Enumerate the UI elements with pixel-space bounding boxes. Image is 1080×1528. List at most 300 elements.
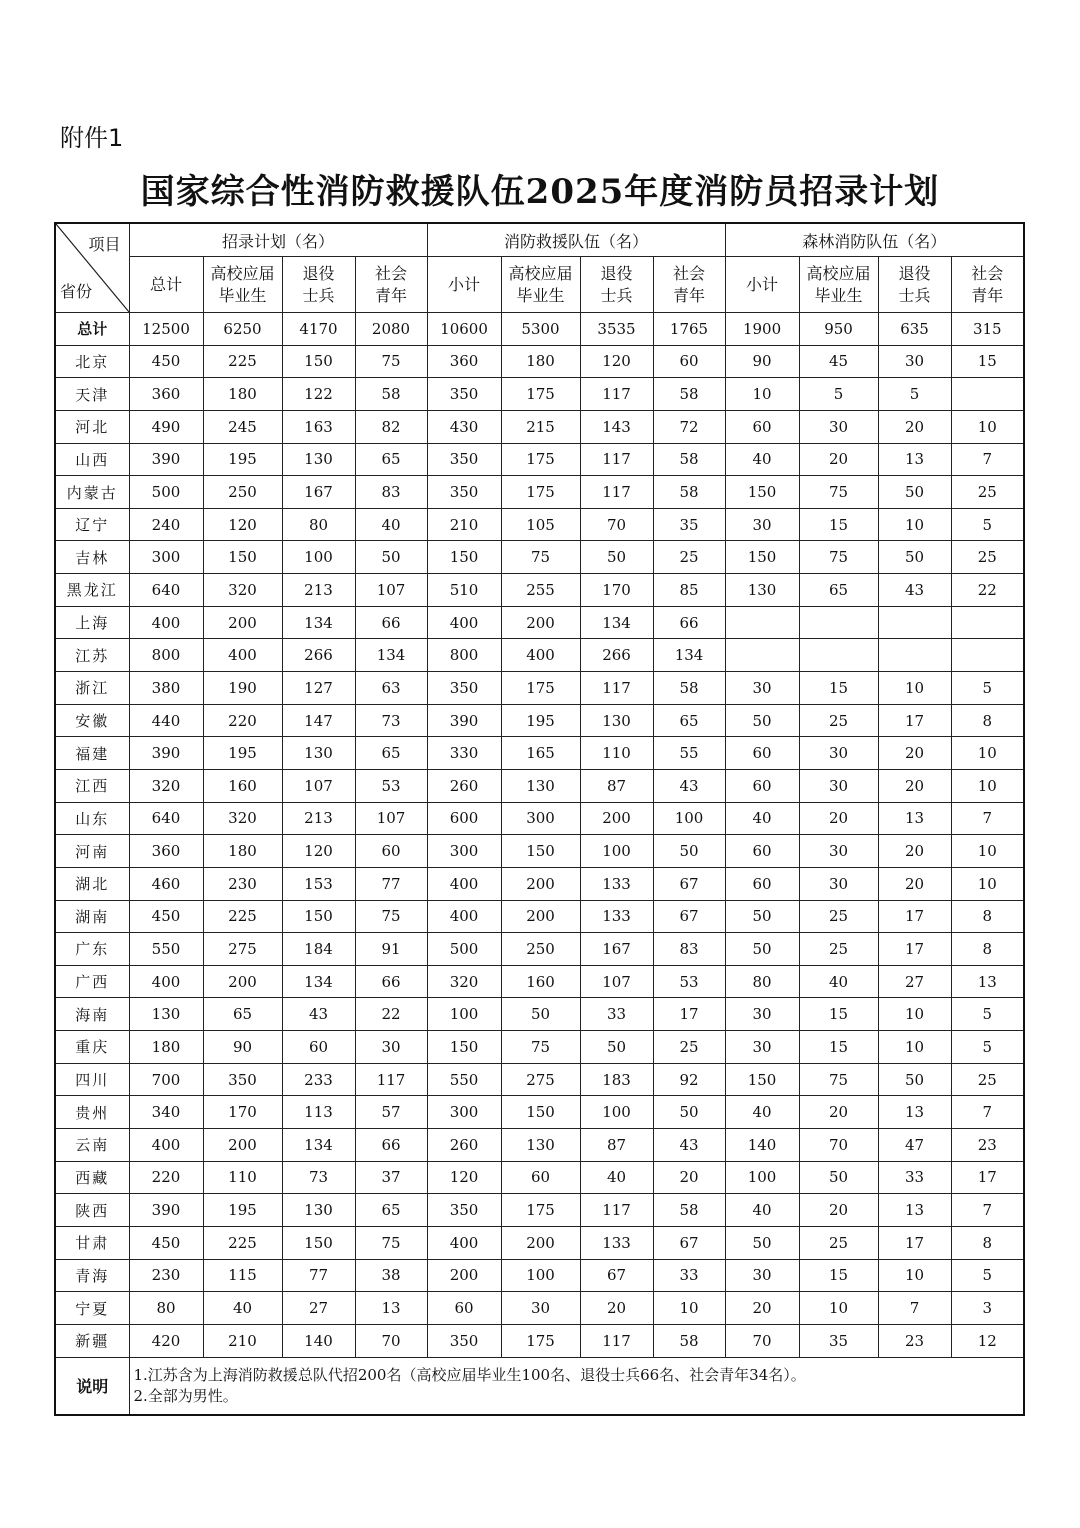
- value-cell: 38: [355, 1259, 427, 1292]
- value-cell: 390: [129, 1194, 203, 1227]
- value-cell: 400: [129, 606, 203, 639]
- subcolumn-header-line1: 退役: [898, 263, 931, 283]
- value-cell: 50: [501, 998, 580, 1031]
- value-cell: 40: [725, 443, 799, 476]
- value-cell: 350: [427, 1324, 501, 1357]
- value-cell: 134: [282, 606, 355, 639]
- value-cell: 184: [282, 933, 355, 966]
- value-cell: 87: [580, 769, 653, 802]
- value-cell: 250: [203, 476, 282, 509]
- table-row: [55, 410, 1024, 443]
- value-cell: 130: [282, 1194, 355, 1227]
- value-cell: 75: [355, 1226, 427, 1259]
- value-cell: 550: [129, 933, 203, 966]
- value-cell: 65: [799, 574, 878, 607]
- value-cell: 77: [282, 1259, 355, 1292]
- subcolumn-header: [951, 257, 1024, 313]
- value-cell: 7: [951, 1096, 1024, 1129]
- value-cell: 50: [878, 476, 951, 509]
- group-header-fire-rescue: 消防救援队伍（名）: [427, 223, 725, 257]
- value-cell: 10600: [427, 313, 501, 346]
- table-row: [55, 1063, 1024, 1096]
- value-cell: 200: [580, 802, 653, 835]
- table-row: [55, 378, 1024, 411]
- value-cell: 7: [878, 1292, 951, 1325]
- value-cell: 360: [129, 378, 203, 411]
- value-cell: 360: [427, 345, 501, 378]
- value-cell: 134: [282, 1129, 355, 1162]
- value-cell: [951, 639, 1024, 672]
- value-cell: 17: [878, 900, 951, 933]
- value-cell: 60: [501, 1161, 580, 1194]
- value-cell: 15: [799, 1259, 878, 1292]
- value-cell: 100: [282, 541, 355, 574]
- table-row: [55, 704, 1024, 737]
- value-cell: 260: [427, 769, 501, 802]
- value-cell: 100: [427, 998, 501, 1031]
- province-name: 山西: [55, 443, 129, 476]
- value-cell: 640: [129, 574, 203, 607]
- value-cell: 55: [653, 737, 725, 770]
- subcolumn-header-line1: 退役: [600, 263, 633, 283]
- value-cell: 75: [799, 476, 878, 509]
- value-cell: 33: [653, 1259, 725, 1292]
- value-cell: 20: [878, 867, 951, 900]
- subcolumn-header-line1: 小计: [746, 274, 779, 294]
- value-cell: 75: [501, 541, 580, 574]
- value-cell: 65: [355, 1194, 427, 1227]
- subcolumn-header-line2: 士兵: [302, 285, 335, 305]
- value-cell: 170: [203, 1096, 282, 1129]
- value-cell: 167: [282, 476, 355, 509]
- value-cell: 350: [427, 672, 501, 705]
- value-cell: 640: [129, 802, 203, 835]
- value-cell: 225: [203, 345, 282, 378]
- value-cell: 320: [203, 574, 282, 607]
- value-cell: 380: [129, 672, 203, 705]
- value-cell: 65: [653, 704, 725, 737]
- value-cell: 70: [799, 1129, 878, 1162]
- province-name: 广东: [55, 933, 129, 966]
- value-cell: 66: [355, 965, 427, 998]
- value-cell: 150: [427, 1031, 501, 1064]
- value-cell: 67: [653, 867, 725, 900]
- value-cell: 180: [129, 1031, 203, 1064]
- header-row-subcolumns: [55, 257, 1024, 313]
- value-cell: 134: [580, 606, 653, 639]
- value-cell: 13: [355, 1292, 427, 1325]
- value-cell: 25: [799, 933, 878, 966]
- notes-text: [129, 1357, 1024, 1415]
- value-cell: 60: [725, 410, 799, 443]
- value-cell: 60: [355, 835, 427, 868]
- value-cell: 58: [653, 1194, 725, 1227]
- value-cell: 175: [501, 1324, 580, 1357]
- value-cell: 5300: [501, 313, 580, 346]
- value-cell: 240: [129, 508, 203, 541]
- value-cell: 120: [427, 1161, 501, 1194]
- value-cell: 30: [799, 410, 878, 443]
- value-cell: 77: [355, 867, 427, 900]
- value-cell: 23: [878, 1324, 951, 1357]
- value-cell: 83: [355, 476, 427, 509]
- value-cell: [725, 606, 799, 639]
- value-cell: 13: [878, 443, 951, 476]
- value-cell: 300: [427, 1096, 501, 1129]
- value-cell: [878, 639, 951, 672]
- table-row: [55, 672, 1024, 705]
- province-name: 天津: [55, 378, 129, 411]
- table-row: [55, 1292, 1024, 1325]
- value-cell: 130: [282, 443, 355, 476]
- value-cell: 33: [580, 998, 653, 1031]
- value-cell: 13: [951, 965, 1024, 998]
- value-cell: 50: [653, 1096, 725, 1129]
- subcolumn-header-line2: 士兵: [898, 285, 931, 305]
- value-cell: 45: [799, 345, 878, 378]
- value-cell: 100: [725, 1161, 799, 1194]
- value-cell: 43: [653, 1129, 725, 1162]
- value-cell: 15: [799, 998, 878, 1031]
- subcolumn-header: [203, 257, 282, 313]
- value-cell: 58: [653, 443, 725, 476]
- value-cell: 275: [501, 1063, 580, 1096]
- value-cell: 200: [427, 1259, 501, 1292]
- value-cell: 510: [427, 574, 501, 607]
- value-cell: 20: [878, 737, 951, 770]
- value-cell: 22: [951, 574, 1024, 607]
- recruitment-plan-table: [54, 222, 1025, 1416]
- value-cell: [799, 606, 878, 639]
- value-cell: 350: [427, 476, 501, 509]
- table-row: [55, 867, 1024, 900]
- value-cell: 460: [129, 867, 203, 900]
- value-cell: 200: [203, 965, 282, 998]
- value-cell: 175: [501, 1194, 580, 1227]
- subcolumn-header: [129, 257, 203, 313]
- value-cell: 87: [580, 1129, 653, 1162]
- value-cell: 20: [878, 410, 951, 443]
- subcolumn-header: [427, 257, 501, 313]
- value-cell: 550: [427, 1063, 501, 1096]
- value-cell: 43: [878, 574, 951, 607]
- value-cell: 50: [580, 541, 653, 574]
- value-cell: 400: [129, 965, 203, 998]
- value-cell: 90: [203, 1031, 282, 1064]
- value-cell: 134: [653, 639, 725, 672]
- province-name: 浙江: [55, 672, 129, 705]
- value-cell: 107: [355, 574, 427, 607]
- value-cell: 950: [799, 313, 878, 346]
- value-cell: 73: [355, 704, 427, 737]
- value-cell: 66: [653, 606, 725, 639]
- value-cell: 30: [501, 1292, 580, 1325]
- value-cell: 35: [653, 508, 725, 541]
- value-cell: 17: [653, 998, 725, 1031]
- value-cell: 8: [951, 1226, 1024, 1259]
- value-cell: 100: [580, 835, 653, 868]
- table-row: [55, 965, 1024, 998]
- value-cell: 83: [653, 933, 725, 966]
- value-cell: 180: [203, 378, 282, 411]
- value-cell: 73: [282, 1161, 355, 1194]
- value-cell: [725, 639, 799, 672]
- value-cell: 20: [878, 769, 951, 802]
- value-cell: 330: [427, 737, 501, 770]
- value-cell: 7: [951, 443, 1024, 476]
- value-cell: 20: [725, 1292, 799, 1325]
- subcolumn-header: [878, 257, 951, 313]
- value-cell: 320: [203, 802, 282, 835]
- value-cell: 58: [653, 1324, 725, 1357]
- subcolumn-header-line1: 高校应届: [210, 263, 275, 283]
- value-cell: 175: [501, 476, 580, 509]
- province-name: 新疆: [55, 1324, 129, 1357]
- table-row: [55, 1194, 1024, 1227]
- value-cell: 13: [878, 1194, 951, 1227]
- value-cell: 30: [725, 672, 799, 705]
- table-row: [55, 769, 1024, 802]
- value-cell: 85: [653, 574, 725, 607]
- value-cell: 30: [799, 835, 878, 868]
- value-cell: 400: [427, 867, 501, 900]
- value-cell: 340: [129, 1096, 203, 1129]
- value-cell: 30: [725, 998, 799, 1031]
- value-cell: 390: [427, 704, 501, 737]
- value-cell: 10: [878, 508, 951, 541]
- province-name: 重庆: [55, 1031, 129, 1064]
- value-cell: 175: [501, 672, 580, 705]
- value-cell: 12500: [129, 313, 203, 346]
- value-cell: 3535: [580, 313, 653, 346]
- value-cell: 10: [878, 672, 951, 705]
- province-name: 西藏: [55, 1161, 129, 1194]
- value-cell: 117: [580, 443, 653, 476]
- province-name: 四川: [55, 1063, 129, 1096]
- province-name: 总计: [55, 313, 129, 346]
- value-cell: 50: [725, 900, 799, 933]
- value-cell: 75: [355, 345, 427, 378]
- value-cell: 30: [799, 867, 878, 900]
- value-cell: 143: [580, 410, 653, 443]
- value-cell: 400: [427, 900, 501, 933]
- table-row: [55, 998, 1024, 1031]
- province-name: 广西: [55, 965, 129, 998]
- table-row: [55, 1161, 1024, 1194]
- value-cell: 25: [951, 541, 1024, 574]
- value-cell: 17: [878, 704, 951, 737]
- value-cell: 20: [799, 443, 878, 476]
- value-cell: 5: [951, 508, 1024, 541]
- subcolumn-header-line1: 社会: [673, 263, 706, 283]
- value-cell: [799, 639, 878, 672]
- value-cell: 5: [878, 378, 951, 411]
- value-cell: 80: [725, 965, 799, 998]
- value-cell: 266: [282, 639, 355, 672]
- value-cell: 134: [282, 965, 355, 998]
- value-cell: 117: [580, 672, 653, 705]
- value-cell: 30: [878, 345, 951, 378]
- note-line: 1.江苏含为上海消防救援总队代招200名（高校应届毕业生100名、退役士兵66名、社会青年34名）。: [133, 1365, 806, 1384]
- value-cell: 50: [725, 933, 799, 966]
- value-cell: 50: [799, 1161, 878, 1194]
- value-cell: 10: [951, 769, 1024, 802]
- value-cell: 10: [951, 410, 1024, 443]
- value-cell: 175: [501, 443, 580, 476]
- value-cell: 225: [203, 900, 282, 933]
- province-name: 陕西: [55, 1194, 129, 1227]
- value-cell: 30: [799, 737, 878, 770]
- value-cell: 25: [653, 541, 725, 574]
- value-cell: 110: [203, 1161, 282, 1194]
- value-cell: 500: [427, 933, 501, 966]
- table-row: [55, 345, 1024, 378]
- value-cell: 220: [129, 1161, 203, 1194]
- province-name: 云南: [55, 1129, 129, 1162]
- value-cell: 300: [501, 802, 580, 835]
- value-cell: 200: [203, 606, 282, 639]
- table-row: [55, 1129, 1024, 1162]
- value-cell: 60: [725, 737, 799, 770]
- value-cell: 70: [725, 1324, 799, 1357]
- attachment-label: 附件1: [60, 124, 124, 152]
- value-cell: 80: [282, 508, 355, 541]
- subcolumn-header-line2: 青年: [375, 285, 408, 305]
- value-cell: 50: [725, 1226, 799, 1259]
- value-cell: 50: [355, 541, 427, 574]
- value-cell: 210: [427, 508, 501, 541]
- value-cell: 13: [878, 802, 951, 835]
- subcolumn-header: [653, 257, 725, 313]
- value-cell: 50: [580, 1031, 653, 1064]
- value-cell: 8: [951, 933, 1024, 966]
- value-cell: 5: [951, 1259, 1024, 1292]
- province-name: 吉林: [55, 541, 129, 574]
- value-cell: 10: [878, 1031, 951, 1064]
- province-name: 江苏: [55, 639, 129, 672]
- value-cell: 25: [653, 1031, 725, 1064]
- value-cell: 50: [878, 1063, 951, 1096]
- document-title: 国家综合性消防救援队伍2025年度消防员招录计划: [140, 172, 940, 212]
- table-row: [55, 1259, 1024, 1292]
- value-cell: 20: [799, 1096, 878, 1129]
- province-name: 江西: [55, 769, 129, 802]
- value-cell: [878, 606, 951, 639]
- subcolumn-header-line1: 退役: [302, 263, 335, 283]
- value-cell: 27: [878, 965, 951, 998]
- value-cell: 117: [355, 1063, 427, 1096]
- value-cell: 120: [580, 345, 653, 378]
- subcolumn-header-line1: 社会: [375, 263, 408, 283]
- value-cell: 450: [129, 345, 203, 378]
- value-cell: 105: [501, 508, 580, 541]
- value-cell: 255: [501, 574, 580, 607]
- value-cell: 160: [203, 769, 282, 802]
- value-cell: 65: [355, 443, 427, 476]
- value-cell: 120: [203, 508, 282, 541]
- value-cell: 140: [725, 1129, 799, 1162]
- value-cell: 133: [580, 867, 653, 900]
- table-row: [55, 737, 1024, 770]
- value-cell: 25: [799, 1226, 878, 1259]
- value-cell: 67: [653, 1226, 725, 1259]
- value-cell: 213: [282, 802, 355, 835]
- value-cell: 117: [580, 1194, 653, 1227]
- table-row: [55, 802, 1024, 835]
- province-name: 安徽: [55, 704, 129, 737]
- value-cell: 60: [725, 835, 799, 868]
- value-cell: 100: [501, 1259, 580, 1292]
- value-cell: 30: [799, 769, 878, 802]
- subcolumn-header-line2: 毕业生: [814, 285, 863, 305]
- province-name: 北京: [55, 345, 129, 378]
- value-cell: 5: [799, 378, 878, 411]
- value-cell: 50: [725, 704, 799, 737]
- value-cell: 150: [282, 345, 355, 378]
- value-cell: 300: [427, 835, 501, 868]
- value-cell: 195: [501, 704, 580, 737]
- value-cell: 190: [203, 672, 282, 705]
- value-cell: 127: [282, 672, 355, 705]
- value-cell: 440: [129, 704, 203, 737]
- value-cell: 20: [878, 835, 951, 868]
- value-cell: 60: [725, 769, 799, 802]
- value-cell: 133: [580, 900, 653, 933]
- value-cell: 450: [129, 1226, 203, 1259]
- value-cell: 30: [725, 1031, 799, 1064]
- value-cell: 75: [501, 1031, 580, 1064]
- value-cell: 10: [725, 378, 799, 411]
- value-cell: 72: [653, 410, 725, 443]
- value-cell: 400: [129, 1129, 203, 1162]
- value-cell: 7: [951, 1194, 1024, 1227]
- value-cell: 500: [129, 476, 203, 509]
- value-cell: 360: [129, 835, 203, 868]
- value-cell: 60: [427, 1292, 501, 1325]
- value-cell: 115: [203, 1259, 282, 1292]
- value-cell: 5: [951, 672, 1024, 705]
- subcolumn-header-line1: 小计: [448, 274, 481, 294]
- value-cell: 150: [501, 835, 580, 868]
- value-cell: 150: [282, 1226, 355, 1259]
- value-cell: 195: [203, 443, 282, 476]
- value-cell: 15: [799, 672, 878, 705]
- value-cell: 163: [282, 410, 355, 443]
- province-name: 贵州: [55, 1096, 129, 1129]
- value-cell: 130: [501, 769, 580, 802]
- value-cell: 75: [355, 900, 427, 933]
- value-cell: 58: [653, 476, 725, 509]
- value-cell: 170: [580, 574, 653, 607]
- value-cell: 40: [725, 1194, 799, 1227]
- value-cell: 33: [878, 1161, 951, 1194]
- value-cell: 10: [878, 1259, 951, 1292]
- value-cell: 200: [501, 900, 580, 933]
- subcolumn-header-line2: 毕业生: [516, 285, 565, 305]
- value-cell: 153: [282, 867, 355, 900]
- value-cell: 40: [580, 1161, 653, 1194]
- subcolumn-header: [501, 257, 580, 313]
- subcolumn-header-line1: 高校应届: [508, 263, 573, 283]
- value-cell: 320: [427, 965, 501, 998]
- subcolumn-header: [799, 257, 878, 313]
- value-cell: 80: [129, 1292, 203, 1325]
- table-row: [55, 1031, 1024, 1064]
- value-cell: 183: [580, 1063, 653, 1096]
- value-cell: 17: [951, 1161, 1024, 1194]
- value-cell: 37: [355, 1161, 427, 1194]
- header-corner-cell: [55, 223, 129, 313]
